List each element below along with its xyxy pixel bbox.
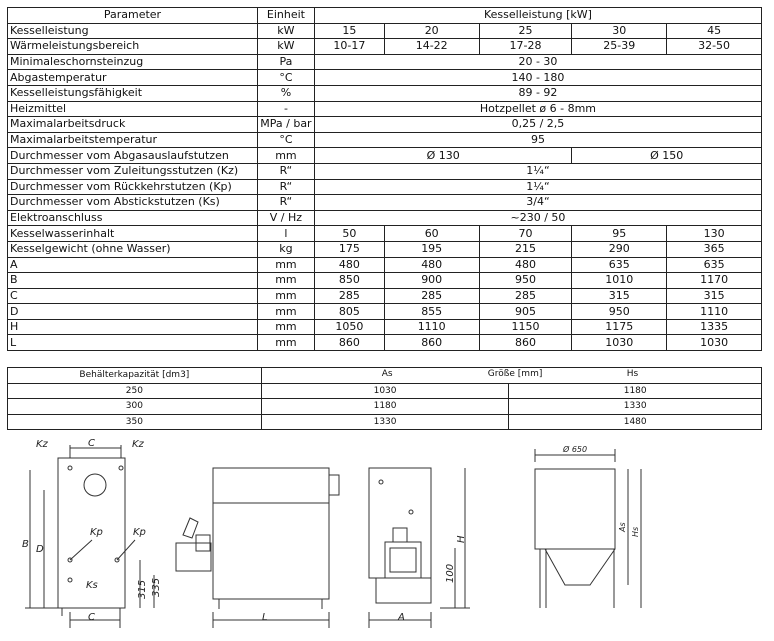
label-100: 100 (445, 563, 456, 583)
spec-row-label: Minimaleschornsteinzug (8, 54, 258, 70)
spec-row-value: Hotzpellet ø 6 - 8mm (314, 101, 761, 117)
spec-row-label: L (8, 335, 258, 351)
spec-row-label: Elektroanschluss (8, 210, 258, 226)
spec-row-value: 315 (667, 288, 762, 304)
spec-row-value: 860 (314, 335, 384, 351)
header-parameter: Parameter (8, 8, 258, 24)
boiler-side-view (176, 468, 339, 628)
spec-row-value: 635 (572, 257, 667, 273)
spec-row-value: 140 - 180 (314, 70, 761, 86)
tank-header-size-label: Größe [mm] (487, 369, 543, 379)
spec-row-unit: mm (257, 288, 314, 304)
spec-row-label: Maximalarbeitstemperatur (8, 132, 258, 148)
spec-row-value: 1175 (572, 319, 667, 335)
label-kp-right: Kp (133, 527, 146, 538)
tank-header-hs: Hs (626, 369, 639, 379)
spec-row-value: 175 (314, 241, 384, 257)
spec-row-unit: mm (257, 257, 314, 273)
tank-header-row (8, 368, 762, 384)
spec-row-value: 285 (314, 288, 384, 304)
tank-as: 1030 (261, 383, 509, 399)
spec-row-value: 860 (479, 335, 572, 351)
spec-row (8, 210, 762, 226)
spec-row-value: 20 (384, 23, 479, 39)
spec-row (8, 148, 762, 164)
spec-row-label: Heizmittel (8, 101, 258, 117)
spec-row-value: 805 (314, 304, 384, 320)
spec-row-unit: kg (257, 241, 314, 257)
spec-row-value: 635 (667, 257, 762, 273)
spec-row (8, 23, 762, 39)
spec-row-value: ~230 / 50 (314, 210, 761, 226)
tank-table (7, 367, 762, 430)
spec-row-value: 95 (314, 132, 761, 148)
spec-row (8, 304, 762, 320)
boiler-front-view-2 (369, 468, 470, 628)
spec-row-label: Kesselleistungsfähigkeit (8, 85, 258, 101)
spec-row-value: 70 (479, 226, 572, 242)
spec-row (8, 132, 762, 148)
spec-row-value: 905 (479, 304, 572, 320)
spec-row-label: B (8, 273, 258, 289)
label-ks: Ks (86, 580, 98, 591)
spec-row-value: Ø 150 (572, 148, 762, 164)
tank-row (8, 383, 762, 399)
tank-row (8, 399, 762, 415)
spec-row (8, 85, 762, 101)
spec-row-value: 3/4“ (314, 195, 761, 211)
label-c-bottom: C (88, 612, 95, 623)
spec-row-value: 480 (479, 257, 572, 273)
spec-row-value: 950 (572, 304, 667, 320)
spec-row-unit: R“ (257, 163, 314, 179)
spec-row-value: 1335 (667, 319, 762, 335)
spec-row-value: 89 - 92 (314, 85, 761, 101)
spec-row-value: 195 (384, 241, 479, 257)
spec-row (8, 179, 762, 195)
label-kp-left: Kp (90, 527, 103, 538)
spec-row-value: 215 (479, 241, 572, 257)
spec-row-value: 1030 (667, 335, 762, 351)
tank-capacity: 300 (8, 399, 262, 415)
spec-row (8, 195, 762, 211)
header-power-group: Kesselleistung [kW] (314, 8, 761, 24)
spec-row-unit: - (257, 101, 314, 117)
spec-row-value: 1110 (667, 304, 762, 320)
spec-row-value: 1¼“ (314, 179, 761, 195)
spec-row-label: Durchmesser vom Zuleitungsstutzen (Kz) (8, 163, 258, 179)
spec-row (8, 288, 762, 304)
spec-row-value: 25 (479, 23, 572, 39)
spec-row-value: 480 (314, 257, 384, 273)
spec-row-value: 15 (314, 23, 384, 39)
spec-row-label: D (8, 304, 258, 320)
spec-row-value: 900 (384, 273, 479, 289)
label-diameter: Ø 650 (563, 445, 588, 454)
spec-row-unit: mm (257, 273, 314, 289)
spec-row (8, 54, 762, 70)
label-335: 335 (151, 577, 162, 597)
spec-row-value: 45 (667, 23, 762, 39)
label-d: D (36, 544, 44, 555)
spec-row-value: 20 - 30 (314, 54, 761, 70)
spec-row-unit: kW (257, 23, 314, 39)
spec-row-value: 850 (314, 273, 384, 289)
tank-header-size (261, 368, 761, 384)
spec-row-unit: R“ (257, 179, 314, 195)
header-unit: Einheit (257, 8, 314, 24)
tank-hs: 1330 (509, 399, 762, 415)
spec-row-value: 285 (384, 288, 479, 304)
spec-row-label: Maximalarbeitsdruck (8, 117, 258, 133)
spec-row-value: 95 (572, 226, 667, 242)
spec-row-label: Wärmeleistungsbereich (8, 39, 258, 55)
specification-table (7, 7, 762, 351)
label-h: H (456, 535, 467, 543)
spec-row-label: Durchmesser vom Rückkehrstutzen (Kp) (8, 179, 258, 195)
spec-row-label: C (8, 288, 258, 304)
spec-row-unit: °C (257, 132, 314, 148)
spec-row (8, 101, 762, 117)
spec-row-value: 855 (384, 304, 479, 320)
spec-row-label: H (8, 319, 258, 335)
spec-row-label: Kesselgewicht (ohne Wasser) (8, 241, 258, 257)
label-kz-left: Kz (36, 439, 48, 450)
spec-row-unit: kW (257, 39, 314, 55)
spec-row-value: 290 (572, 241, 667, 257)
spec-row-value: 60 (384, 226, 479, 242)
spec-row-value: Ø 130 (314, 148, 571, 164)
tank-hs: 1180 (509, 383, 762, 399)
spec-row-label: Kesselleistung (8, 23, 258, 39)
spec-row-value: 1030 (572, 335, 667, 351)
label-315: 315 (137, 579, 148, 599)
spec-row (8, 241, 762, 257)
tank-as: 1180 (261, 399, 509, 415)
spec-row-unit: °C (257, 70, 314, 86)
spec-row-value: 860 (384, 335, 479, 351)
spec-row-unit: mm (257, 304, 314, 320)
spec-row-value: 315 (572, 288, 667, 304)
spec-row-unit: % (257, 85, 314, 101)
spec-row (8, 39, 762, 55)
spec-row-label: Durchmesser vom Abstickstutzen (Ks) (8, 195, 258, 211)
spec-row-value: 10-17 (314, 39, 384, 55)
spec-row-value: 50 (314, 226, 384, 242)
tank-hs: 1480 (509, 414, 762, 430)
label-l: L (262, 612, 268, 623)
spec-row-value: 1¼“ (314, 163, 761, 179)
spec-row-value: 1110 (384, 319, 479, 335)
spec-row-value: 130 (667, 226, 762, 242)
spec-row (8, 117, 762, 133)
spec-row-unit: V / Hz (257, 210, 314, 226)
spec-row-value: 950 (479, 273, 572, 289)
spec-row-label: Abgastemperatur (8, 70, 258, 86)
spec-row-label: A (8, 257, 258, 273)
spec-row-value: 25-39 (572, 39, 667, 55)
spec-row (8, 226, 762, 242)
label-c-top: C (88, 438, 95, 449)
tank-header-as: As (381, 369, 393, 379)
tank-capacity: 250 (8, 383, 262, 399)
tank-as: 1330 (261, 414, 509, 430)
spec-row-unit: mm (257, 335, 314, 351)
spec-row-value: 1010 (572, 273, 667, 289)
spec-header-row (8, 8, 762, 24)
spec-row-unit: Pa (257, 54, 314, 70)
label-b: B (22, 539, 29, 550)
label-as: As (618, 522, 627, 532)
label-kz-right: Kz (132, 439, 144, 450)
tank-capacity: 350 (8, 414, 262, 430)
spec-row-value: 1050 (314, 319, 384, 335)
tank-row (8, 414, 762, 430)
spec-row-value: 285 (479, 288, 572, 304)
spec-row-value: 14-22 (384, 39, 479, 55)
spec-row-unit: l (257, 226, 314, 242)
spec-row-value: 1170 (667, 273, 762, 289)
spec-row-value: 365 (667, 241, 762, 257)
spec-row-value: 17-28 (479, 39, 572, 55)
spec-row (8, 335, 762, 351)
tank-header-capacity: Behälterkapazität [dm3] (8, 368, 262, 384)
spec-row (8, 163, 762, 179)
technical-drawings (0, 430, 774, 637)
spec-row-unit: MPa / bar (257, 117, 314, 133)
label-a: A (398, 612, 405, 623)
spec-row (8, 70, 762, 86)
spec-row-value: 30 (572, 23, 667, 39)
spec-row-label: Kesselwasserinhalt (8, 226, 258, 242)
spec-row-value: 0,25 / 2,5 (314, 117, 761, 133)
spec-row-unit: mm (257, 148, 314, 164)
spec-row (8, 319, 762, 335)
spec-row-unit: R“ (257, 195, 314, 211)
spec-row-value: 1150 (479, 319, 572, 335)
spec-row-label: Durchmesser vom Abgasauslaufstutzen (8, 148, 258, 164)
spec-row-value: 32-50 (667, 39, 762, 55)
label-hs: Hs (631, 526, 640, 537)
spec-row (8, 257, 762, 273)
spec-row-value: 480 (384, 257, 479, 273)
spec-row (8, 273, 762, 289)
spec-row-unit: mm (257, 319, 314, 335)
